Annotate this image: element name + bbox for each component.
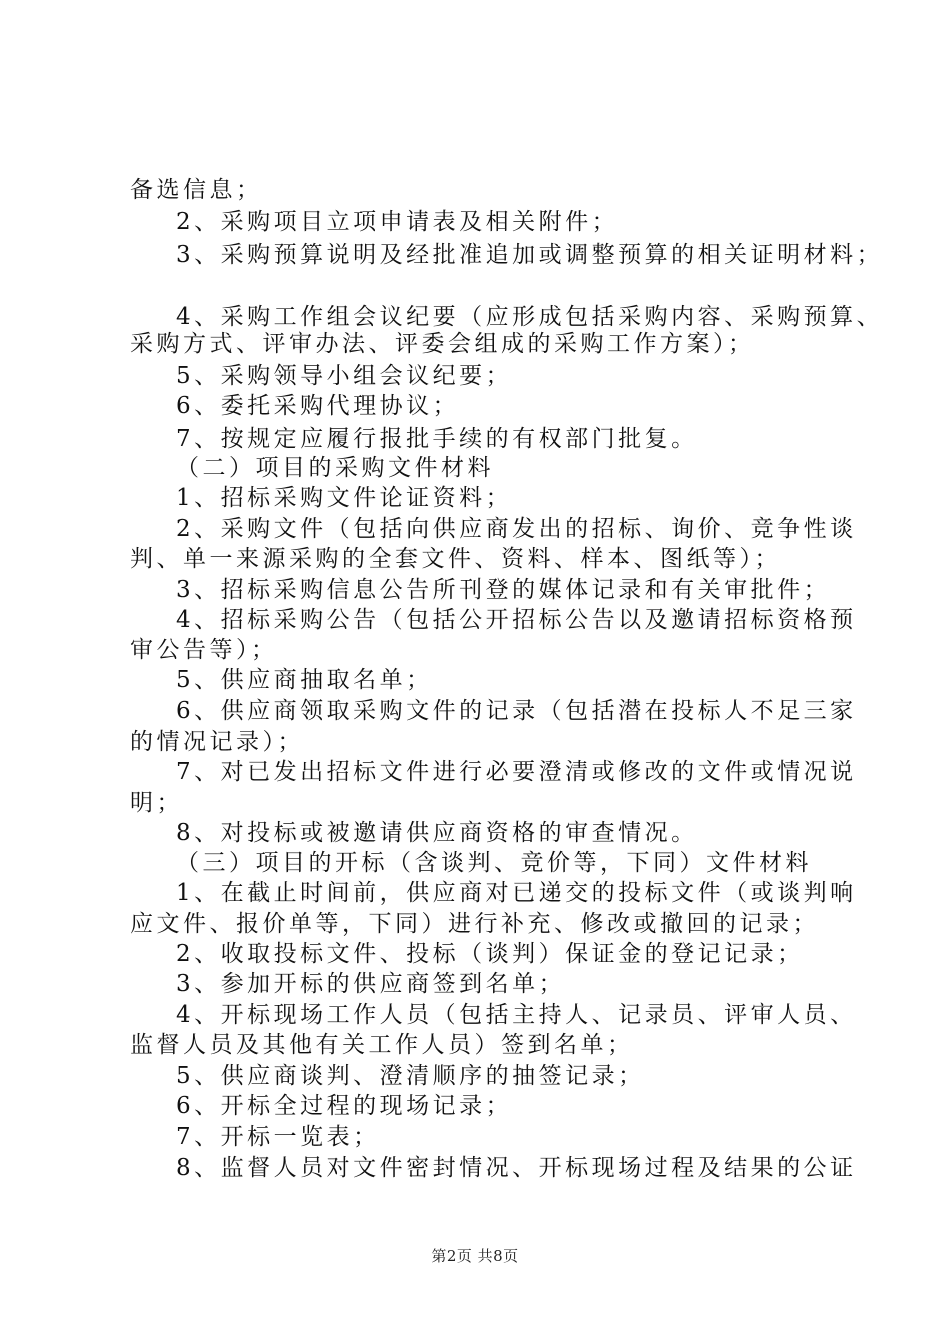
page-number-footer: 第2页 共8页 — [431, 1247, 519, 1265]
text-line: 1、招标采购文件论证资料； — [176, 485, 513, 511]
text-line: 6、供应商领取采购文件的记录（包括潜在投标人不足三家 — [176, 698, 857, 724]
text-line: 4、开标现场工作人员（包括主持人、记录员、评审人员、 — [176, 1002, 857, 1028]
text-line: 6、委托采购代理协议； — [176, 393, 460, 419]
text-line: 7、按规定应履行报批手续的有权部门批复。 — [176, 426, 698, 452]
text-line: 的情况记录）； — [130, 729, 304, 755]
text-line: 监督人员及其他有关工作人员）签到名单； — [130, 1032, 634, 1058]
text-line: 5、供应商抽取名单； — [176, 667, 433, 693]
text-line: 3、参加开标的供应商签到名单； — [176, 971, 566, 997]
text-line: 1、在截止时间前，供应商对已递交的投标文件（或谈判响 — [176, 880, 857, 906]
text-line: 4、招标采购公告（包括公开招标公告以及邀请招标资格预 — [176, 607, 857, 633]
text-line: 5、供应商谈判、澄清顺序的抽签记录； — [176, 1063, 645, 1089]
text-line: 2、收取投标文件、投标（谈判）保证金的登记记录； — [176, 941, 804, 967]
text-line: 4、采购工作组会议纪要（应形成包括采购内容、采购预算、 — [176, 304, 884, 330]
text-line: 应文件、报价单等，下同）进行补充、修改或撤回的记录； — [130, 911, 819, 937]
text-line: 明； — [130, 790, 183, 816]
text-line: 判、单一来源采购的全套文件、资料、样本、图纸等）； — [130, 546, 781, 572]
text-line: 8、监督人员对文件密封情况、开标现场过程及结果的公证 — [176, 1155, 857, 1181]
text-line: 审公告等）； — [130, 637, 278, 663]
text-line: 8、对投标或被邀请供应商资格的审查情况。 — [176, 820, 698, 846]
text-line: 7、对已发出招标文件进行必要澄清或修改的文件或情况说 — [176, 759, 857, 785]
text-line: 2、采购项目立项申请表及相关附件； — [176, 209, 619, 235]
text-line: 备选信息； — [130, 177, 263, 203]
text-line: 5、采购领导小组会议纪要； — [176, 363, 513, 389]
section-heading: （二）项目的采购文件材料 — [176, 455, 494, 481]
text-line: 3、采购预算说明及经批准追加或调整预算的相关证明材料； — [176, 242, 884, 268]
text-line: 3、招标采购信息公告所刊登的媒体记录和有关审批件； — [176, 577, 831, 603]
text-line: 2、采购文件（包括向供应商发出的招标、询价、竞争性谈 — [176, 516, 857, 542]
text-line: 6、开标全过程的现场记录； — [176, 1093, 513, 1119]
text-line: 采购方式、评审办法、评委会组成的采购工作方案）； — [130, 331, 755, 357]
text-line: 7、开标一览表； — [176, 1124, 380, 1150]
section-heading: （三）项目的开标（含谈判、竞价等，下同）文件材料 — [176, 850, 812, 876]
